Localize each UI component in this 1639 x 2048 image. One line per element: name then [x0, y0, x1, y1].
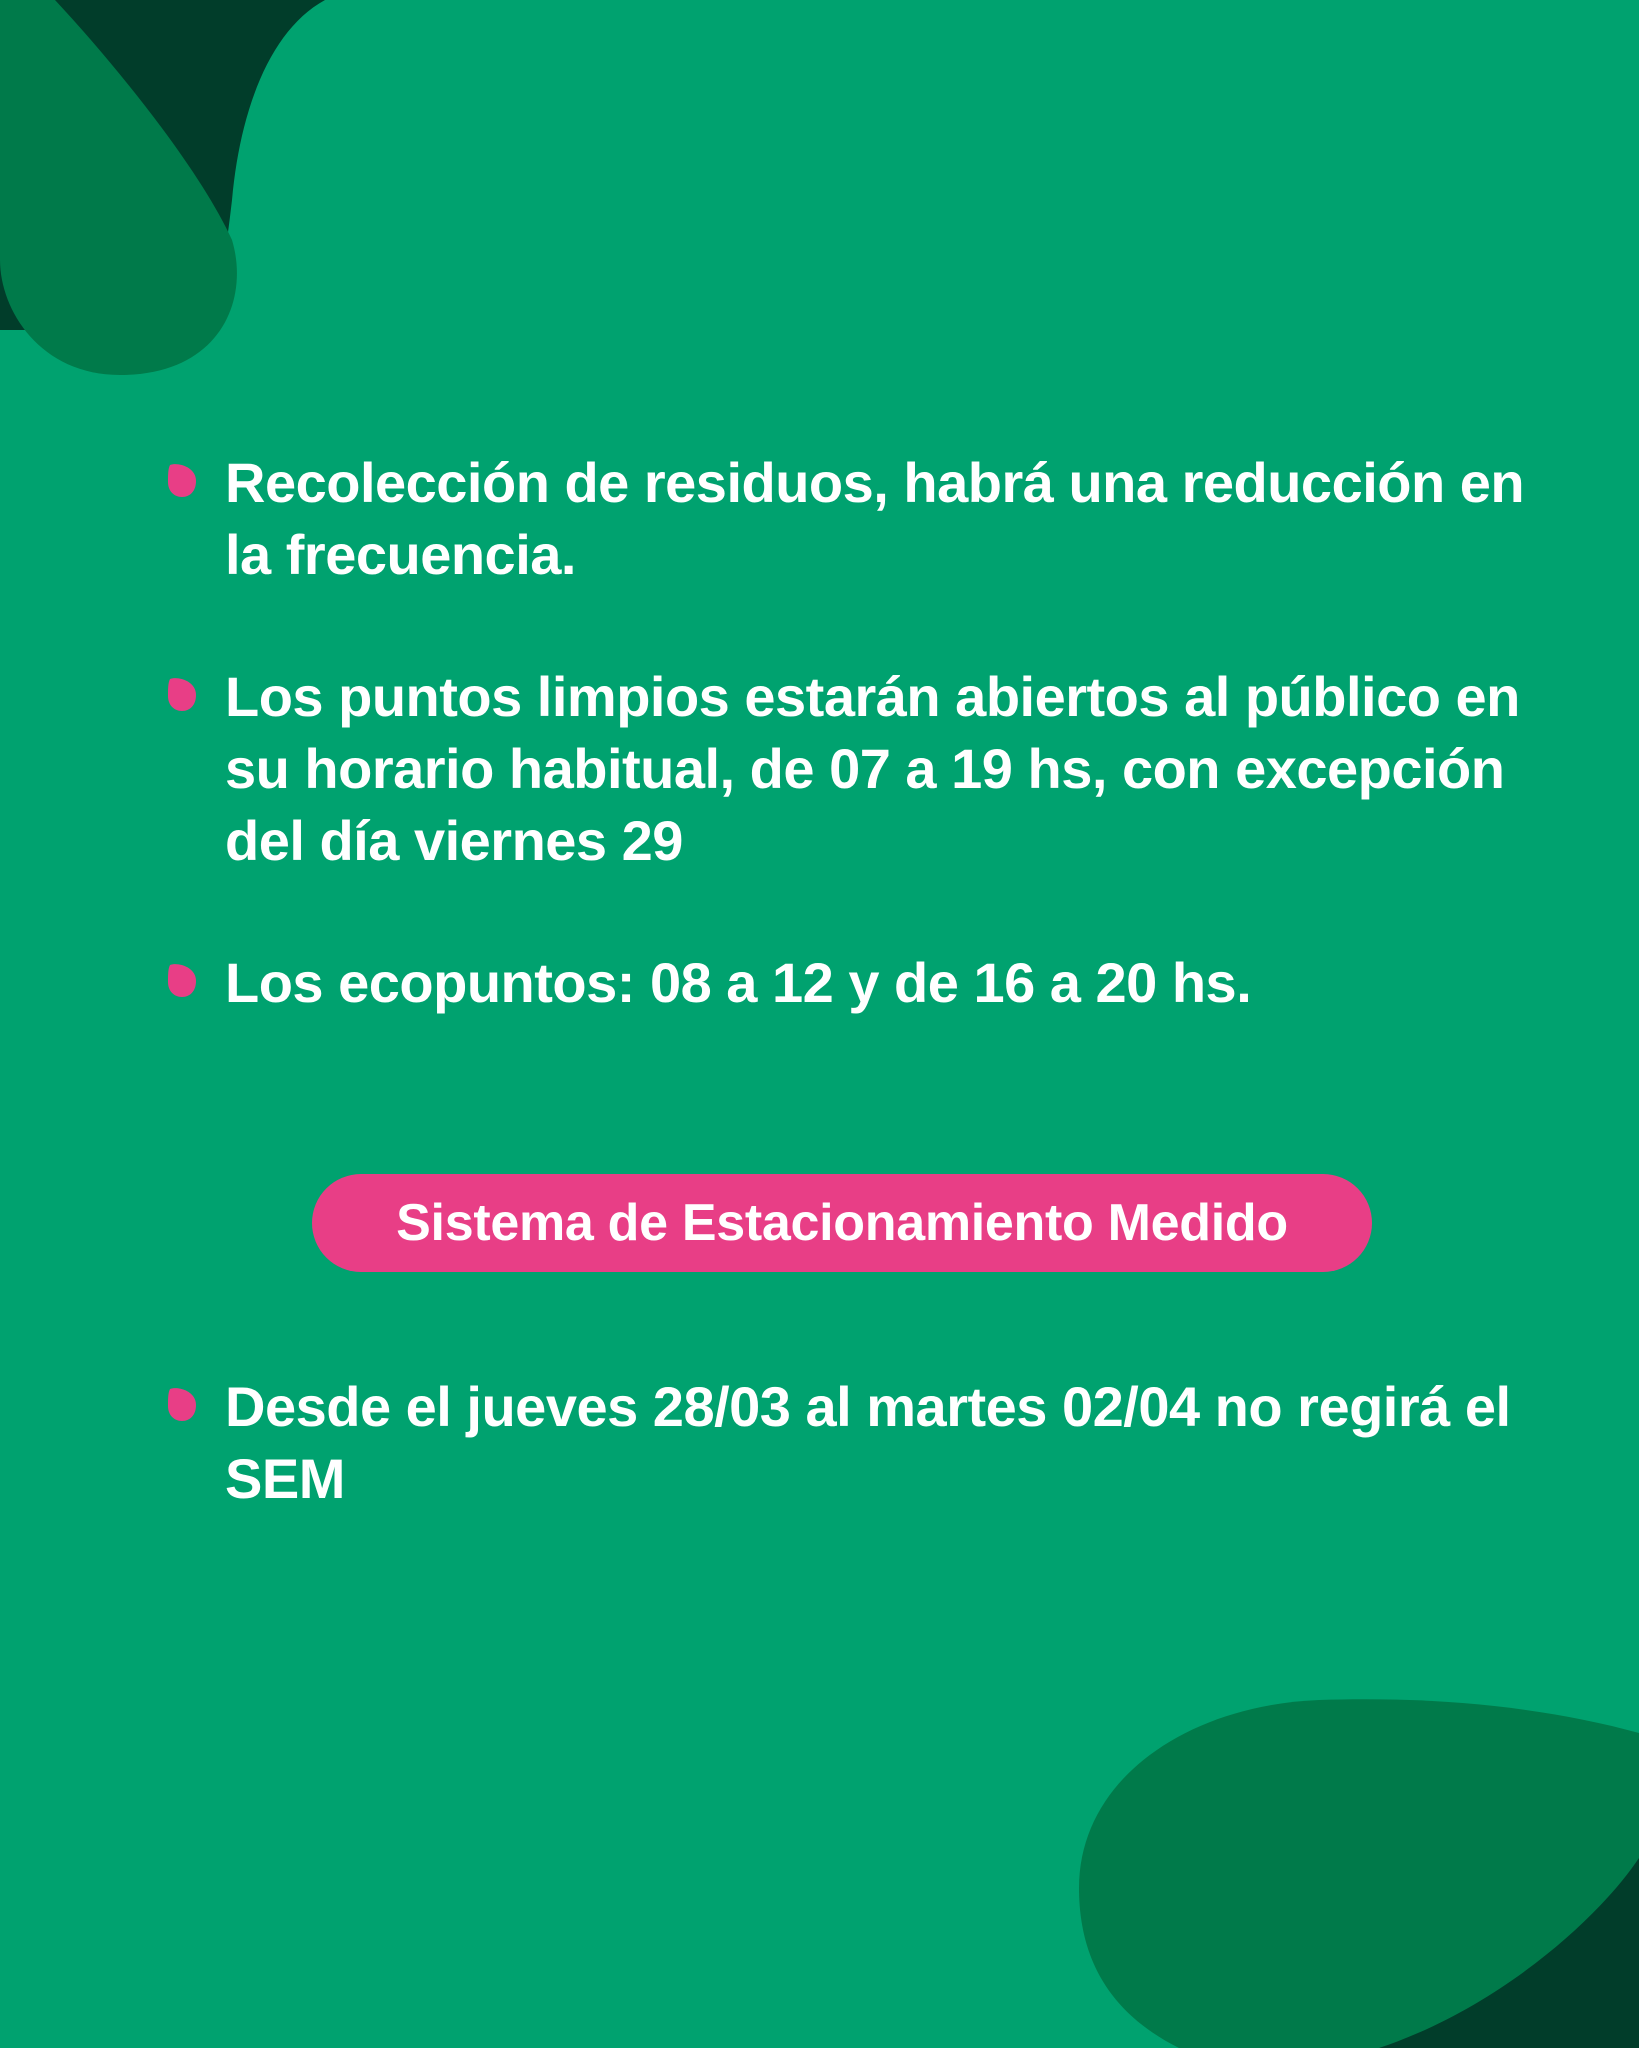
bullet-text: Recolección de residuos, habrá una reducción en la frecuencia.	[225, 451, 1525, 586]
section-heading-pill	[312, 1174, 1372, 1272]
pink-drop-bullet-icon	[166, 963, 198, 999]
bullet-item-sem	[166, 1371, 1526, 1515]
bullet-item-ecopuntos	[166, 947, 1526, 1019]
bullet-text: Desde el jueves 28/03 al martes 02/04 no regirá el SEM	[225, 1375, 1511, 1510]
bullet-text: Los ecopuntos: 08 a 12 y de 16 a 20 hs.	[225, 951, 1252, 1014]
pink-drop-bullet-icon	[166, 463, 198, 499]
bullet-item-puntos-limpios	[166, 661, 1526, 877]
section-heading: Sistema de Estacionamiento Medido	[396, 1194, 1288, 1252]
pink-drop-bullet-icon	[166, 1387, 198, 1423]
pink-drop-bullet-icon	[166, 677, 198, 713]
bullet-text: Los puntos limpios estarán abiertos al público en su horario habitual, de 07 a 19 hs, con excepción del día viernes 29	[225, 665, 1520, 872]
bullet-item-residuos	[166, 447, 1526, 591]
